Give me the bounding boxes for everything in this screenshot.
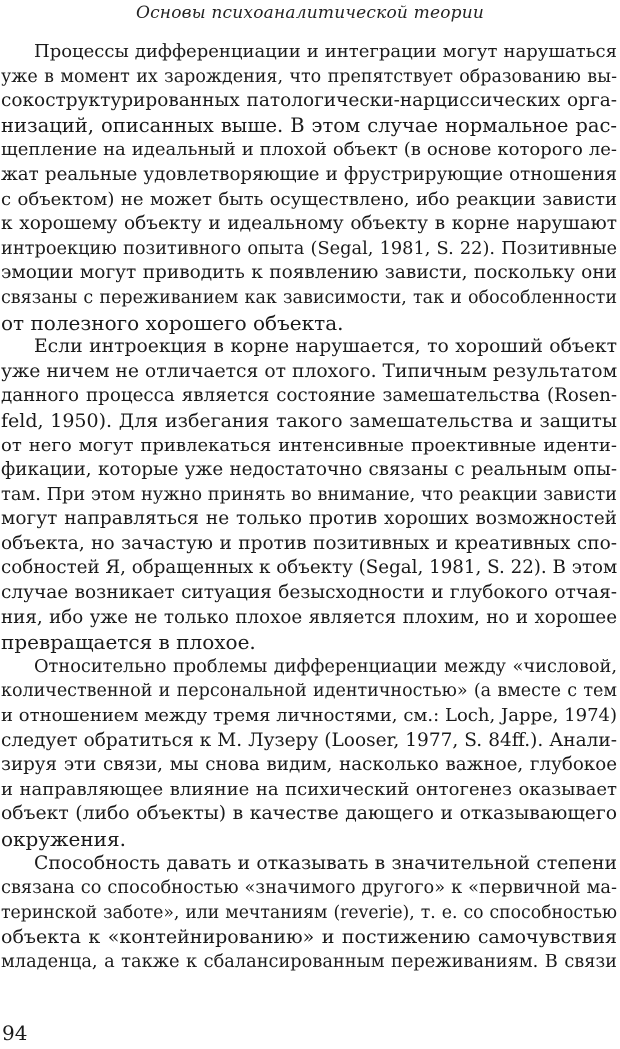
text-line: фикации, которые уже недостаточно связаны с реальным опы- bbox=[1, 459, 617, 481]
text-line: низаций, описанных выше. В этом случае нормальное рас- bbox=[1, 113, 617, 137]
text-line: и отношением между тремя личностями, см.: Loch, Jappe, 1974) bbox=[1, 705, 617, 727]
text-line: к хорошему объекту и идеальному объекту в корне нарушают bbox=[1, 213, 617, 235]
text-line: Способность давать и отказывать в значительной степени bbox=[34, 852, 617, 874]
text-line: случае возникает ситуация безысходности и глубокого отчая- bbox=[1, 582, 617, 604]
text-line: данного процесса является состояние замешательства (Rosen- bbox=[1, 385, 617, 407]
text-line: собностей Я, обращенных к объекту (Segal, 1981, S. 22). В этом bbox=[1, 557, 617, 579]
text-line: от него могут привлекаться интенсивные проективные иденти- bbox=[1, 434, 617, 456]
text-line: уже в момент их зарождения, что препятствует образованию вы- bbox=[1, 66, 617, 87]
body-text bbox=[1, 40, 617, 975]
text-line: окружения. bbox=[1, 827, 126, 851]
text-line: от полезного хорошего объекта. bbox=[1, 310, 344, 335]
text-line: интроекцию позитивного опыта (Segal, 1981, S. 22). Позитивные bbox=[1, 238, 617, 259]
text-line: feld, 1950). Для избегания такого замешательства и защиты bbox=[1, 409, 617, 432]
text-line: эмоции могут приводить к появлению зависти, поскольку они bbox=[1, 262, 617, 284]
text-line: зируя эти связи, мы снова видим, насколько важное, глубокое bbox=[1, 754, 617, 776]
paragraph bbox=[1, 655, 617, 852]
paragraph bbox=[1, 40, 617, 335]
paragraph bbox=[1, 335, 617, 655]
text-line: щепление на идеальный и плохой объект (в основе которого ле- bbox=[1, 139, 617, 161]
text-line: и направляющее влияние на психический онтогенез оказывает bbox=[1, 778, 617, 800]
text-line: уже ничем не отличается от плохого. Типичным результатом bbox=[1, 360, 617, 382]
text-line: Процессы дифференциации и интеграции могут нарушаться bbox=[34, 41, 617, 62]
text-line: с объектом) не может быть осуществлено, ибо реакции зависти bbox=[1, 188, 617, 210]
text-line: там. При этом нужно принять во внимание, что реакции зависти bbox=[1, 484, 617, 505]
paragraph bbox=[1, 852, 617, 975]
text-line: превращается в плохое. bbox=[1, 630, 256, 655]
page-number: 94 bbox=[2, 1021, 28, 1045]
text-line: жат реальные удовлетворяющие и фрустрирующие отношения bbox=[1, 163, 617, 185]
text-line: сокоструктурированных патологически-нарциссических орга- bbox=[1, 90, 617, 112]
text-line: объекта к «контейнированию» и постижению самочувствия bbox=[1, 926, 617, 949]
text-line: связаны с переживанием как зависимости, так и обособленности bbox=[1, 287, 617, 308]
text-line: ния, ибо уже не только плохое является плохим, но и хорошее bbox=[1, 606, 617, 628]
text-line: объект (либо объекты) в качестве дающего и отказывающего bbox=[1, 803, 617, 825]
text-line: младенца, а также к сбалансированным переживаниям. В связи bbox=[1, 951, 617, 972]
running-head: Основы психоаналитической теории bbox=[135, 3, 485, 23]
text-line: количественной и персональной идентичностью» (а вместе с тем bbox=[1, 681, 617, 702]
text-line: Если интроекция в корне нарушается, то хороший объект bbox=[34, 336, 617, 358]
text-line: теринской заботе», или мечтаниям (reverie), т. е. со способностью bbox=[1, 902, 617, 923]
text-line: объекта, но зачастую и против позитивных и креативных спо- bbox=[1, 532, 617, 554]
text-line: следует обратиться к М. Лузеру (Looser, 1977, S. 84ff.). Анали- bbox=[1, 729, 617, 751]
text-line: связана со способностью «значимого другого» к «первичной ма- bbox=[1, 878, 617, 899]
text-line: могут направляться не только против хороших возможностей bbox=[1, 508, 617, 530]
text-line: Относительно проблемы дифференциации между «числовой, bbox=[34, 656, 617, 677]
